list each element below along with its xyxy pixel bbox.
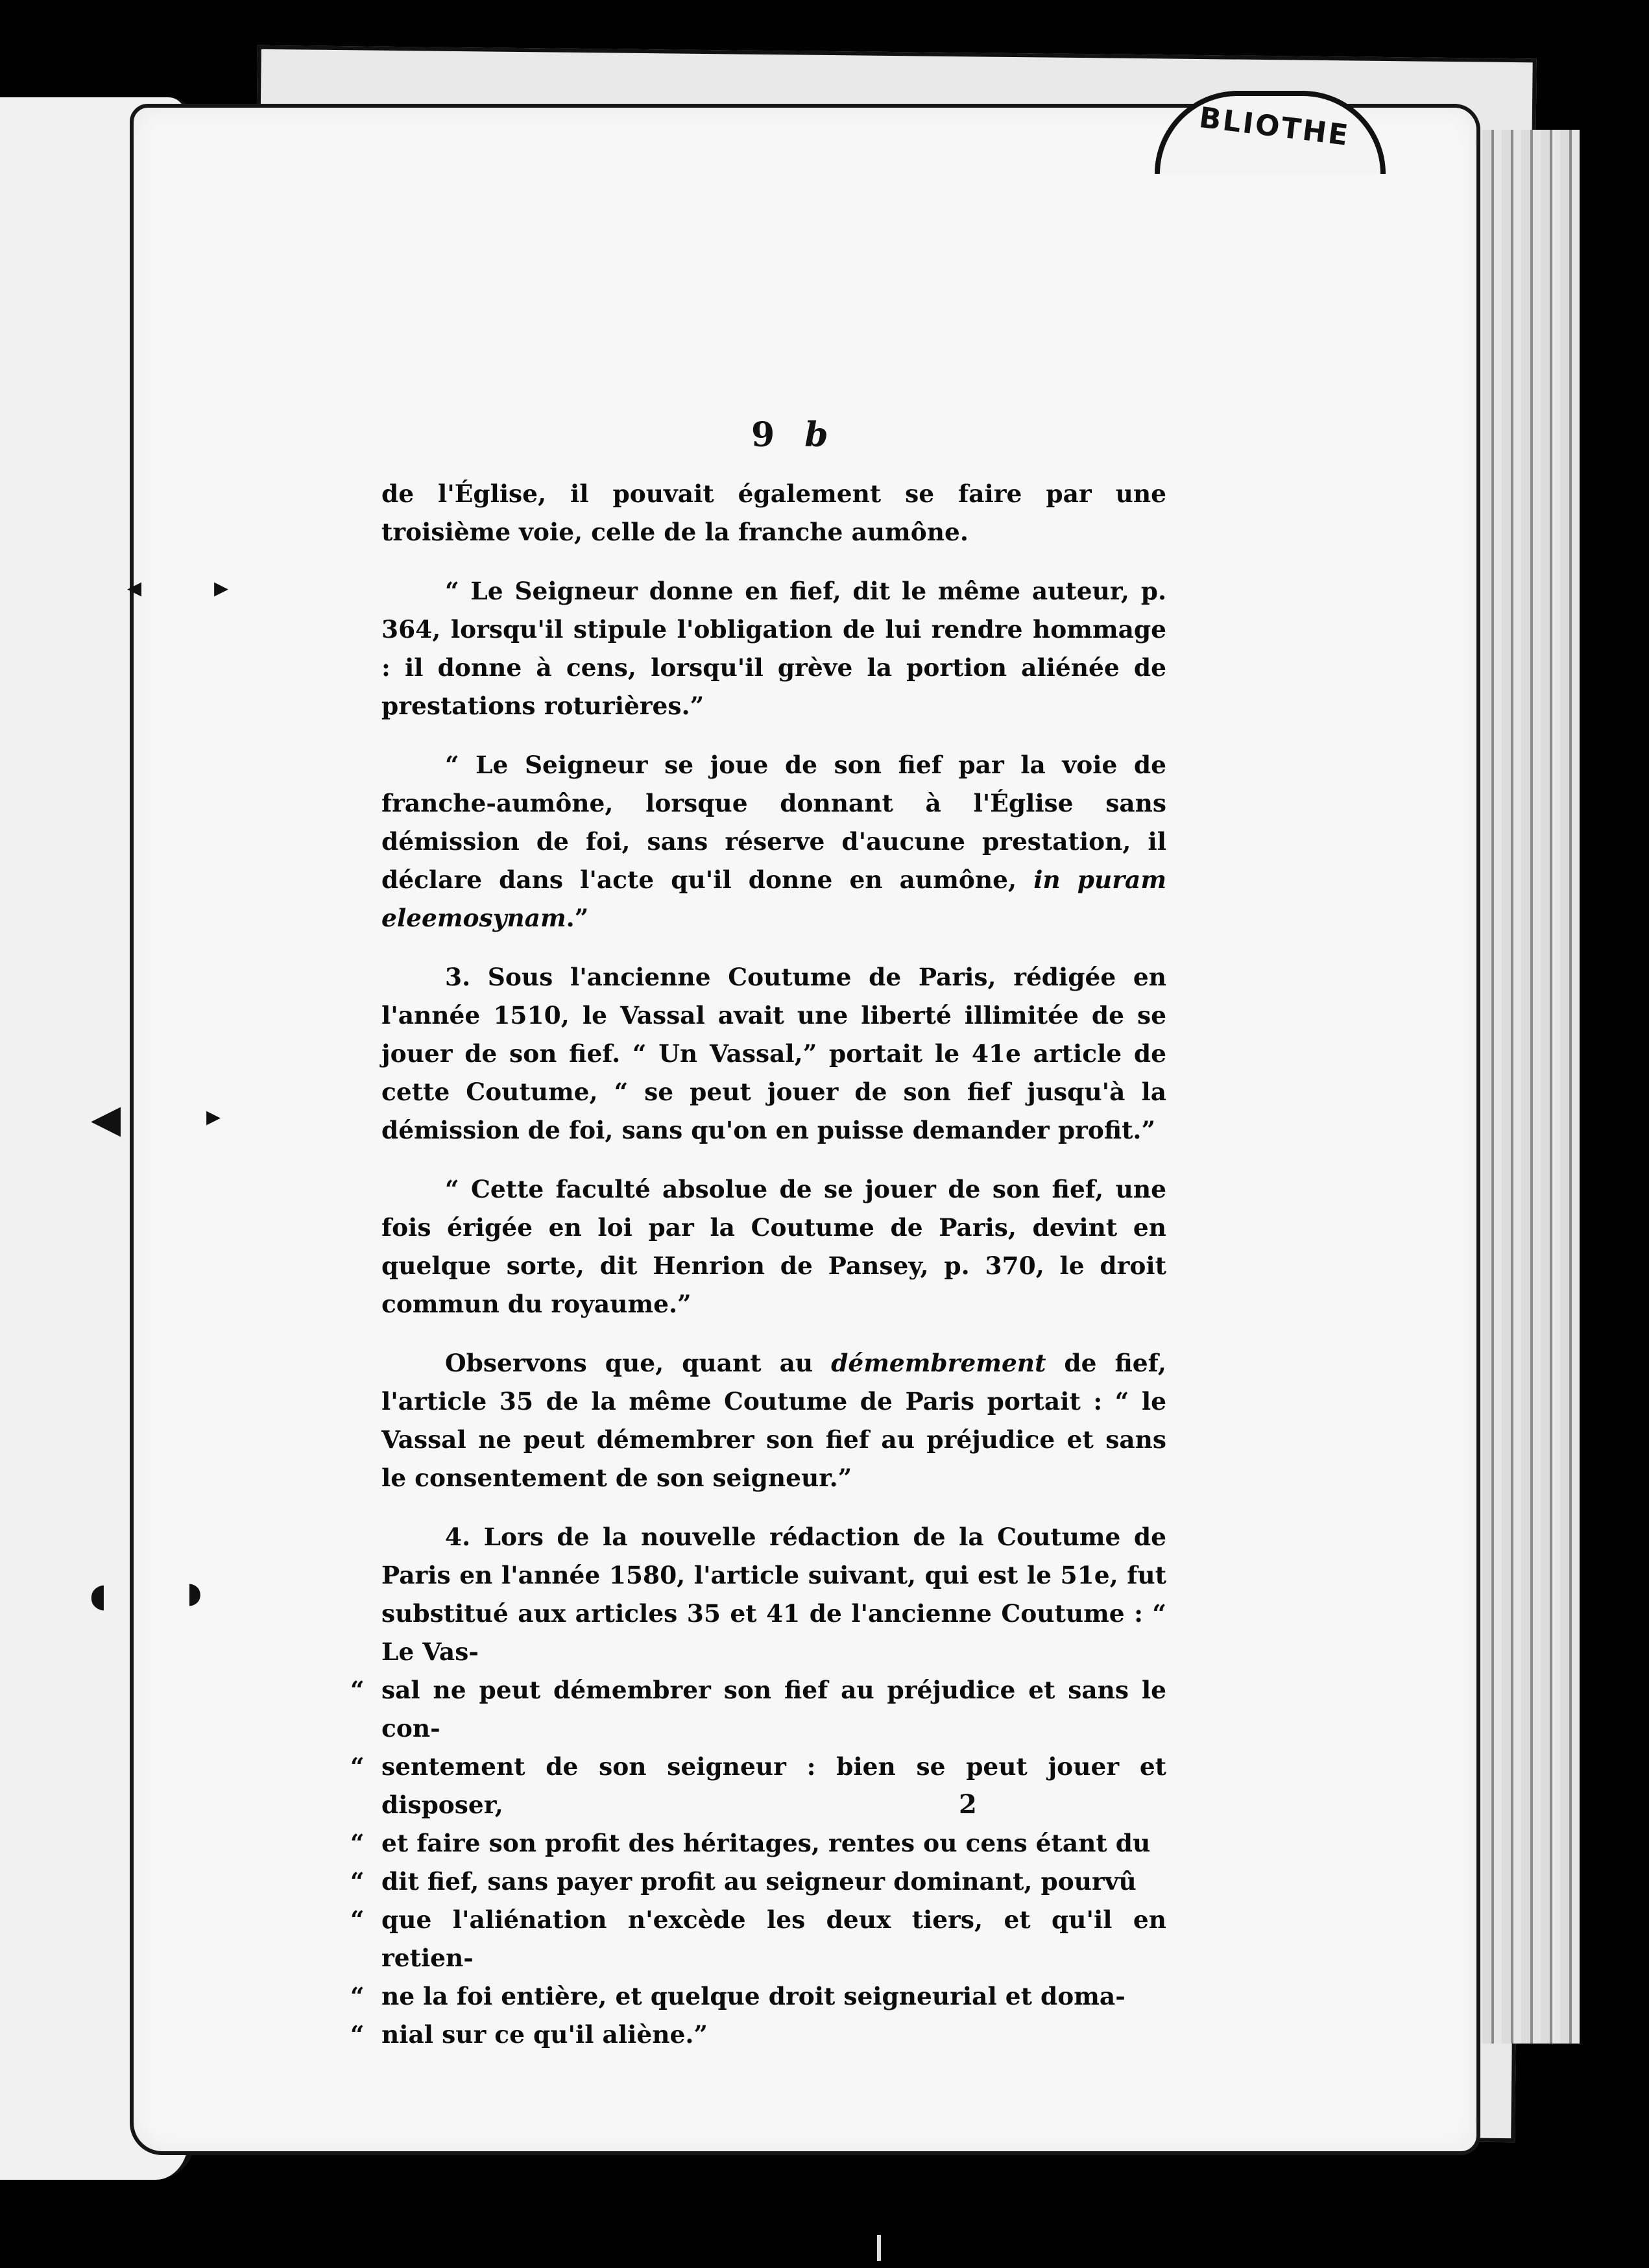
quote-line xyxy=(350,1671,1166,1748)
paragraph-text: Observons que, quant au xyxy=(445,1349,832,1377)
quote-mark: “ xyxy=(350,2020,365,2049)
paragraph-text: de fief, l'article 35 de la même Coutume de Paris portait : “ le Vassal ne peut démembrer son fief au préjudice et sans le consentement de son seigneur.” xyxy=(381,1349,1166,1492)
folio-number xyxy=(751,415,837,455)
binding-mark: ◖ xyxy=(90,1576,107,1614)
paragraph: 4. Lors de la nouvelle rédaction de la Coutume de Paris en l'année 1580, l'article suivant, qui est le 51e, fut substitué aux articles 35 et 41 de l'ancienne Coutume : “ Le Vas- xyxy=(381,1523,1166,1666)
quote-mark: “ xyxy=(350,1752,365,1781)
quote-mark: “ xyxy=(350,1829,365,1857)
binding-mark: ▸ xyxy=(214,571,229,604)
signature-mark: 2 xyxy=(959,1789,977,1820)
binding-mark: ◂ xyxy=(127,571,142,604)
paragraph: 3. Sous l'ancienne Coutume de Paris, rédigée en l'année 1510, le Vassal avait une liberté illimitée de se jouer de son fief. “ Un Vassal,” portait le 41e article de cette Coutume, “ se peut jouer de son fief jusqu'à la démission de foi, sans qu'on en puisse demander profit.” xyxy=(381,963,1166,1144)
quote-mark: “ xyxy=(350,1867,365,1896)
quote-line-text: sentement de son seigneur : bien se peut jouer et disposer, xyxy=(381,1752,1166,1819)
paragraph: de l'Église, il pouvait également se faire par une troisième voie, celle de la franche aumône. xyxy=(381,479,1166,546)
emphasized-term: démembrement xyxy=(831,1349,1046,1377)
quoted-article xyxy=(350,1671,1166,2054)
quote-line xyxy=(350,1863,1166,1901)
quote-line xyxy=(350,2016,1166,2054)
binding-mark: ◗ xyxy=(187,1576,202,1610)
binding-mark: ◀ xyxy=(91,1096,121,1142)
quote-line-text: dit fief, sans payer profit au seigneur dominant, pourvû xyxy=(381,1867,1137,1896)
quote-line-text: ne la foi entière, et quelque droit seigneurial et doma- xyxy=(381,1982,1125,2010)
quote-line xyxy=(350,1748,1166,1824)
quote-line-text: sal ne peut démembrer son fief au préjudice et sans le con- xyxy=(381,1676,1166,1743)
paragraph-text: .” xyxy=(566,904,589,932)
folio-digit: 9 xyxy=(751,415,784,455)
paragraph xyxy=(381,746,1166,937)
scan-tick xyxy=(877,2235,881,2261)
paragraph-text: “ Le Seigneur se joue de son fief par la voie de franche-aumône, lorsque donnant à l'Église sans démission de foi, sans réserve d'aucune prestation, il déclare dans l'acte qu'il donne en aumône, xyxy=(381,751,1166,894)
quote-line-text: nial sur ce qu'il aliène.” xyxy=(381,2020,708,2049)
quote-line xyxy=(350,1901,1166,1977)
quote-mark: “ xyxy=(350,1905,365,1934)
body-text xyxy=(350,475,1166,2054)
paragraph xyxy=(381,1344,1166,1497)
paragraph: “ Le Seigneur donne en fief, dit le même auteur, p. 364, lorsqu'il stipule l'obligation de lui rendre hommage : il donne à cens, lorsqu'il grève la portion aliénée de prestations roturières.” xyxy=(381,577,1166,720)
latin-phrase: in puram eleemosynam xyxy=(381,865,1166,932)
stamp-text: BLIOTHE xyxy=(1197,101,1352,153)
quote-mark: “ xyxy=(350,1982,365,2010)
binding-mark: ▸ xyxy=(206,1100,221,1133)
folio-suffix: b xyxy=(804,415,837,455)
paragraph: “ Cette faculté absolue de se jouer de son fief, une fois érigée en loi par la Coutume de Paris, devint en quelque sorte, dit Henrion de Pansey, p. 370, le droit commun du royaume.” xyxy=(381,1175,1166,1318)
quote-line-text: que l'aliénation n'excède les deux tiers, et qu'il en retien- xyxy=(381,1905,1166,1972)
quote-line xyxy=(350,1977,1166,2016)
quote-mark: “ xyxy=(350,1676,365,1704)
quote-line-text: et faire son profit des héritages, rentes ou cens étant du xyxy=(381,1829,1151,1857)
quote-line xyxy=(350,1824,1166,1863)
